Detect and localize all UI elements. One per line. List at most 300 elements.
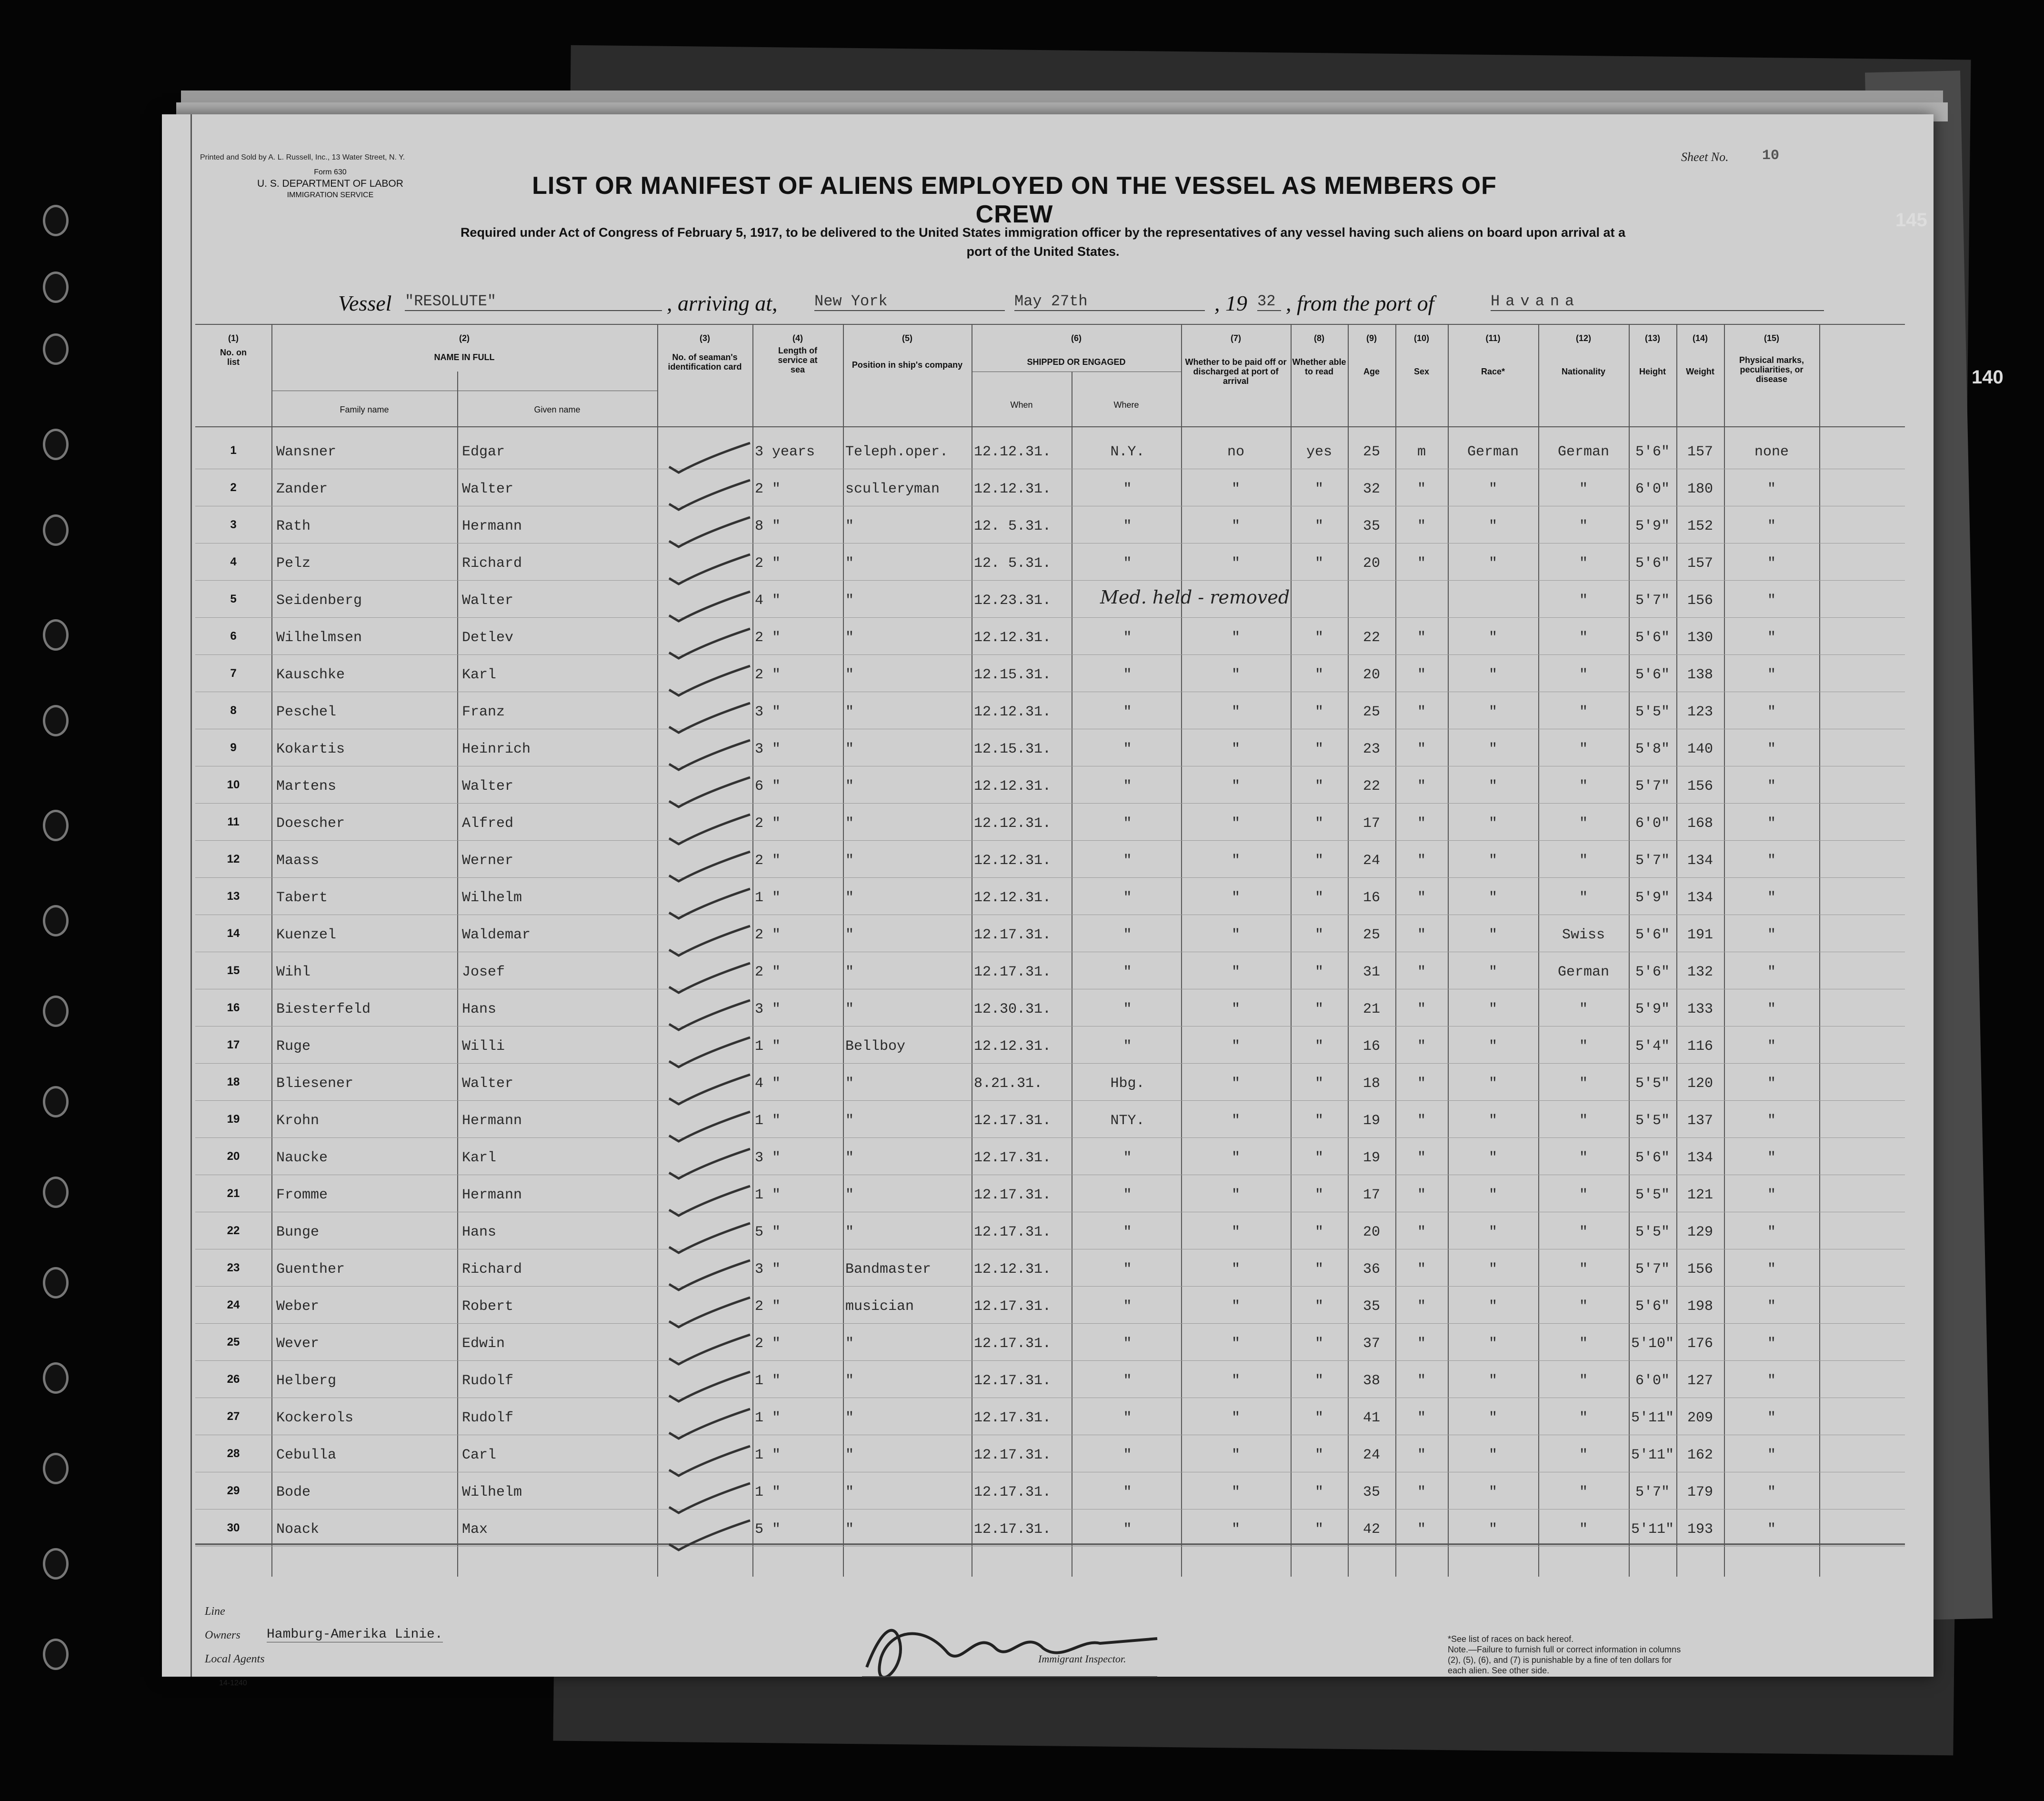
- cell-read: ": [1314, 1298, 1323, 1315]
- cell-paid: ": [1231, 1298, 1240, 1315]
- cell-when: 12.12.31.: [974, 778, 1052, 795]
- cell-where: ": [1123, 853, 1132, 869]
- row-rule: [195, 617, 1905, 618]
- vessel-name: "RESOLUTE": [405, 292, 662, 311]
- cell-paid: ": [1231, 1521, 1240, 1538]
- cell-nat: ": [1579, 815, 1588, 832]
- from-port: Havana: [1491, 292, 1824, 311]
- cell-sex: ": [1417, 1410, 1426, 1426]
- cell-height: 5'6": [1635, 667, 1670, 683]
- cell-read: ": [1314, 1484, 1323, 1500]
- cell-paid: ": [1231, 481, 1240, 497]
- cell-age: 41: [1363, 1410, 1380, 1426]
- cell-paid: ": [1231, 1001, 1240, 1017]
- cell-sex: ": [1417, 1150, 1426, 1166]
- cell-weight: 156: [1687, 778, 1713, 795]
- cell-read: ": [1314, 1150, 1323, 1166]
- cell-marks: ": [1767, 1373, 1776, 1389]
- cell-paid: ": [1231, 1447, 1240, 1463]
- cell-nat: ": [1579, 1113, 1588, 1129]
- cell-given: Rudolf: [462, 1410, 514, 1426]
- cell-when: 12.17.31.: [974, 1224, 1052, 1240]
- check-mark: [660, 1479, 755, 1521]
- cell-given: Edwin: [462, 1336, 505, 1352]
- cell-read: ": [1314, 555, 1323, 572]
- cell-position: ": [845, 1001, 854, 1017]
- cell-where: ": [1123, 927, 1132, 943]
- cell-marks: ": [1767, 1447, 1776, 1463]
- cell-race: ": [1488, 1224, 1497, 1240]
- form-number: Form 630: [314, 168, 347, 176]
- cell-paid: ": [1231, 1224, 1240, 1240]
- cell-given: Detlev: [462, 630, 514, 646]
- cell-weight: 127: [1687, 1373, 1713, 1389]
- cell-age: 17: [1363, 1187, 1380, 1203]
- cell-service: 2 ": [755, 481, 781, 497]
- cell-sex: ": [1417, 927, 1426, 943]
- cell-position: ": [845, 815, 854, 832]
- binding-hole: [43, 905, 69, 936]
- check-mark: [660, 1367, 755, 1410]
- cell-sex: m: [1417, 444, 1426, 460]
- cell-sex: ": [1417, 1336, 1426, 1352]
- cell-height: 6'0": [1635, 481, 1670, 497]
- cell-marks: ": [1767, 1038, 1776, 1055]
- check-mark: [660, 475, 755, 518]
- cell-height: 5'6": [1635, 964, 1670, 980]
- check-mark: [660, 1107, 755, 1150]
- col-header-family-name: Family name: [340, 405, 389, 414]
- col-num: (14): [1692, 333, 1708, 343]
- cell-no: 20: [227, 1150, 240, 1163]
- cell-race: ": [1488, 1484, 1497, 1500]
- cell-service: 3 ": [755, 741, 781, 757]
- cell-service: 3 ": [755, 704, 781, 720]
- cell-marks: none: [1754, 444, 1789, 460]
- cell-no: 26: [227, 1373, 240, 1386]
- cell-service: 2 ": [755, 964, 781, 980]
- cell-height: 5'7": [1635, 853, 1670, 869]
- cell-weight: 156: [1687, 1261, 1713, 1278]
- cell-where: ": [1123, 1224, 1132, 1240]
- cell-where: ": [1123, 1484, 1132, 1500]
- check-mark: [660, 513, 755, 555]
- cell-no: 3: [230, 518, 237, 531]
- cell-age: 25: [1363, 927, 1380, 943]
- cell-service: 1 ": [755, 1038, 781, 1055]
- cell-service: 3 ": [755, 1261, 781, 1278]
- cell-service: 2 ": [755, 1298, 781, 1315]
- cell-sex: ": [1417, 630, 1426, 646]
- col-header-given-name: Given name: [534, 405, 581, 414]
- cell-height: 5'9": [1635, 890, 1670, 906]
- binding-hole: [43, 1177, 69, 1208]
- cell-given: Richard: [462, 555, 522, 572]
- cell-when: 12.12.31.: [974, 704, 1052, 720]
- cell-when: 12.17.31.: [974, 1298, 1052, 1315]
- cell-read: ": [1314, 1447, 1323, 1463]
- cell-given: Wilhelm: [462, 890, 522, 906]
- cell-read: ": [1314, 1001, 1323, 1017]
- cell-weight: 162: [1687, 1447, 1713, 1463]
- cell-no: 13: [227, 890, 240, 903]
- cell-service: 5 ": [755, 1521, 781, 1538]
- binding-hole: [43, 810, 69, 841]
- cell-age: 16: [1363, 890, 1380, 906]
- binding-hole: [43, 272, 69, 303]
- cell-height: 5'9": [1635, 518, 1670, 534]
- check-mark: [660, 624, 755, 667]
- row-rule: [195, 1323, 1905, 1324]
- cell-where: ": [1123, 1410, 1132, 1426]
- cell-sex: ": [1417, 1447, 1426, 1463]
- cell-height: 5'5": [1635, 1076, 1670, 1092]
- cell-paid: ": [1231, 741, 1240, 757]
- col-label: Height: [1639, 367, 1666, 376]
- arrival-date: May 27th: [1014, 292, 1205, 311]
- cell-sex: ": [1417, 853, 1426, 869]
- binding-hole: [43, 619, 69, 651]
- table-bottom-border: [195, 1543, 1905, 1545]
- cell-when: 12.12.31.: [974, 1038, 1052, 1055]
- cell-service: 3 ": [755, 1001, 781, 1017]
- check-mark: [660, 587, 755, 630]
- cell-position: ": [845, 593, 854, 609]
- cell-family: Kockerols: [276, 1410, 354, 1426]
- cell-given: Karl: [462, 1150, 497, 1166]
- cell-given: Edgar: [462, 444, 505, 460]
- row-rule: [195, 1360, 1905, 1361]
- stamp-number: 145: [1895, 210, 1927, 231]
- cell-when: 12.12.31.: [974, 853, 1052, 869]
- cell-position: ": [845, 518, 854, 534]
- cell-service: 2 ": [755, 1336, 781, 1352]
- cell-race: ": [1488, 927, 1497, 943]
- cell-sex: ": [1417, 1298, 1426, 1315]
- cell-age: 21: [1363, 1001, 1380, 1017]
- footer-owners-label: Owners: [205, 1629, 240, 1641]
- check-mark: [660, 1070, 755, 1113]
- cell-marks: ": [1767, 1187, 1776, 1203]
- cell-weight: 132: [1687, 964, 1713, 980]
- footer-line-label: Line: [205, 1605, 225, 1618]
- cell-age: 19: [1363, 1113, 1380, 1129]
- cell-read: ": [1314, 927, 1323, 943]
- cell-given: Rudolf: [462, 1373, 514, 1389]
- cell-race: ": [1488, 1113, 1497, 1129]
- binding-hole: [43, 1362, 69, 1394]
- cell-where: N.Y.: [1110, 444, 1145, 460]
- cell-service: 3 ": [755, 1150, 781, 1166]
- cell-marks: ": [1767, 1076, 1776, 1092]
- cell-service: 1 ": [755, 1187, 781, 1203]
- col-header-no: [195, 333, 271, 367]
- cell-given: Heinrich: [462, 741, 531, 757]
- cell-no: 17: [227, 1038, 240, 1051]
- cell-sex: ": [1417, 964, 1426, 980]
- cell-weight: 134: [1687, 853, 1713, 869]
- cell-marks: ": [1767, 1410, 1776, 1426]
- cell-race: ": [1488, 1336, 1497, 1352]
- cell-age: 22: [1363, 630, 1380, 646]
- cell-marks: ": [1767, 704, 1776, 720]
- subtitle-line-2: port of the United States.: [966, 244, 1120, 259]
- cell-age: 35: [1363, 1484, 1380, 1500]
- cell-height: 5'6": [1635, 444, 1670, 460]
- cell-when: 12.17.31.: [974, 1484, 1052, 1500]
- cell-weight: 133: [1687, 1001, 1713, 1017]
- cell-paid: ": [1231, 1187, 1240, 1203]
- cell-height: 5'7": [1635, 593, 1670, 609]
- cell-height: 5'5": [1635, 1224, 1670, 1240]
- cell-weight: 157: [1687, 555, 1713, 572]
- handwritten-annotation: Med. held - removed: [1100, 587, 1290, 608]
- cell-position: ": [845, 1484, 854, 1500]
- col-num: (10): [1413, 333, 1429, 343]
- cell-height: 5'11": [1631, 1410, 1674, 1426]
- cell-race: ": [1488, 667, 1497, 683]
- cell-given: Franz: [462, 704, 505, 720]
- row-rule: [195, 580, 1905, 581]
- footnote-penalty: Note.—Failure to furnish full or correct information in columns (2), (5), (6), and (7) is punishable by a fine of ten dollars for each alien. See other side.: [1448, 1645, 1681, 1675]
- cell-no: 19: [227, 1113, 240, 1126]
- cell-service: 4 ": [755, 593, 781, 609]
- col-num: (6): [1071, 333, 1082, 343]
- cell-family: Bliesener: [276, 1076, 354, 1092]
- cell-sex: ": [1417, 890, 1426, 906]
- cell-paid: ": [1231, 1261, 1240, 1278]
- cell-marks: ": [1767, 667, 1776, 683]
- cell-read: ": [1314, 1187, 1323, 1203]
- cell-age: 32: [1363, 481, 1380, 497]
- cell-where: ": [1123, 964, 1132, 980]
- cell-when: 12.12.31.: [974, 481, 1052, 497]
- cell-given: Hermann: [462, 1113, 522, 1129]
- cell-age: 24: [1363, 1447, 1380, 1463]
- cell-nat: ": [1579, 1447, 1588, 1463]
- cell-service: 2 ": [755, 853, 781, 869]
- cell-when: 12. 5.31.: [974, 555, 1052, 572]
- cell-when: 12.17.31.: [974, 1521, 1052, 1538]
- col-label: SHIPPED OR ENGAGED: [1027, 357, 1126, 367]
- cell-position: ": [845, 667, 854, 683]
- cell-race: ": [1488, 630, 1497, 646]
- cell-where: ": [1123, 741, 1132, 757]
- cell-when: 12.12.31.: [974, 1261, 1052, 1278]
- cell-given: Hans: [462, 1224, 497, 1240]
- cell-family: Helberg: [276, 1373, 337, 1389]
- cell-no: 23: [227, 1261, 240, 1274]
- cell-weight: 134: [1687, 1150, 1713, 1166]
- binding-hole: [43, 996, 69, 1027]
- col-num: (3): [700, 333, 710, 343]
- cell-read: ": [1314, 481, 1323, 497]
- cell-age: 24: [1363, 853, 1380, 869]
- check-mark: [660, 958, 755, 1001]
- cell-service: 1 ": [755, 1447, 781, 1463]
- cell-race: ": [1488, 1410, 1497, 1426]
- cell-given: Max: [462, 1521, 488, 1538]
- binding-hole: [43, 205, 69, 236]
- col-label: Physical marks, peculiarities, or disease: [1739, 355, 1804, 384]
- col-header-race: [1448, 333, 1538, 376]
- cell-height: 5'9": [1635, 1001, 1670, 1017]
- check-mark: [660, 550, 755, 593]
- page-title: LIST OR MANIFEST OF ALIENS EMPLOYED ON THE VESSEL AS MEMBERS OF CREW: [532, 172, 1497, 228]
- check-mark: [660, 661, 755, 704]
- col-num: (15): [1763, 333, 1779, 343]
- cell-paid: ": [1231, 1150, 1240, 1166]
- cell-race: ": [1488, 964, 1497, 980]
- cell-no: 21: [227, 1187, 240, 1200]
- cell-height: 5'5": [1635, 1113, 1670, 1129]
- cell-nat: ": [1579, 593, 1588, 609]
- check-mark: [660, 1441, 755, 1484]
- cell-weight: 168: [1687, 815, 1713, 832]
- check-mark: [660, 884, 755, 927]
- cell-position: ": [845, 555, 854, 572]
- cell-position: ": [845, 1224, 854, 1240]
- cell-read: ": [1314, 1410, 1323, 1426]
- cell-race: ": [1488, 1521, 1497, 1538]
- cell-marks: ": [1767, 1001, 1776, 1017]
- cell-service: 5 ": [755, 1224, 781, 1240]
- cell-no: 14: [227, 927, 240, 940]
- cell-no: 7: [230, 667, 237, 680]
- cell-height: 5'6": [1635, 1298, 1670, 1315]
- arriving-label: , arriving at,: [667, 291, 778, 315]
- cell-family: Kauschke: [276, 667, 345, 683]
- cell-age: 23: [1363, 741, 1380, 757]
- col-divider: [843, 324, 844, 1577]
- cell-no: 24: [227, 1298, 240, 1311]
- cell-when: 12.12.31.: [974, 444, 1052, 460]
- cell-paid: ": [1231, 853, 1240, 869]
- cell-no: 4: [230, 555, 237, 568]
- col-label: No. on list: [220, 348, 247, 367]
- cell-paid: ": [1231, 630, 1240, 646]
- cell-when: 12.17.31.: [974, 1336, 1052, 1352]
- cell-age: 38: [1363, 1373, 1380, 1389]
- cell-paid: ": [1231, 1484, 1240, 1500]
- check-mark: [660, 1330, 755, 1373]
- cell-read: ": [1314, 815, 1323, 832]
- cell-race: ": [1488, 1150, 1497, 1166]
- service-name: IMMIGRATION SERVICE: [287, 191, 374, 199]
- cell-where: ": [1123, 1447, 1132, 1463]
- cell-given: Alfred: [462, 815, 514, 832]
- cell-when: 8.21.31.: [974, 1076, 1043, 1092]
- cell-nat: ": [1579, 630, 1588, 646]
- cell-marks: ": [1767, 1521, 1776, 1538]
- check-mark: [660, 1256, 755, 1298]
- col-num: (2): [459, 333, 470, 343]
- row-rule: [195, 1100, 1905, 1101]
- cell-height: 6'0": [1635, 815, 1670, 832]
- cell-position: ": [845, 778, 854, 795]
- cell-marks: ": [1767, 1298, 1776, 1315]
- sheet-number-value: 10: [1762, 148, 1780, 164]
- cell-height: 5'7": [1635, 1261, 1670, 1278]
- cell-service: 1 ": [755, 890, 781, 906]
- cell-marks: ": [1767, 630, 1776, 646]
- check-mark: [660, 438, 755, 481]
- row-rule: [195, 1137, 1905, 1138]
- cell-nat: ": [1579, 1261, 1588, 1278]
- cell-age: 35: [1363, 518, 1380, 534]
- sheet-number-label: Sheet No.: [1681, 150, 1729, 164]
- subtitle-line-1: Required under Act of Congress of February 5, 1917, to be delivered to the United States immigration officer by the representatives of any vessel having such aliens on board upon arrival at a: [460, 225, 1626, 240]
- cell-given: Willi: [462, 1038, 505, 1055]
- binding-hole: [43, 514, 69, 546]
- check-mark: [660, 698, 755, 741]
- cell-sex: ": [1417, 481, 1426, 497]
- cell-age: 17: [1363, 815, 1380, 832]
- cell-family: Weber: [276, 1298, 320, 1315]
- cell-sex: ": [1417, 667, 1426, 683]
- check-mark: [660, 1144, 755, 1187]
- arriving-port: New York: [814, 292, 1005, 311]
- cell-race: ": [1488, 815, 1497, 832]
- cell-where: ": [1123, 704, 1132, 720]
- row-rule: [195, 877, 1905, 878]
- cell-when: 12.15.31.: [974, 667, 1052, 683]
- col-label: Weight: [1686, 367, 1714, 376]
- col-label: Nationality: [1561, 367, 1605, 376]
- col-num: (11): [1485, 333, 1501, 343]
- cell-read: ": [1314, 1336, 1323, 1352]
- cell-race: ": [1488, 853, 1497, 869]
- cell-family: Fromme: [276, 1187, 328, 1203]
- cell-position: Bandmaster: [845, 1261, 932, 1278]
- cell-position: ": [845, 1336, 854, 1352]
- cell-no: 16: [227, 1001, 240, 1014]
- cell-family: Guenther: [276, 1261, 345, 1278]
- col-header-shipped: [972, 333, 1181, 367]
- col-header-when: When: [1010, 400, 1033, 410]
- cell-nat: ": [1579, 1150, 1588, 1166]
- cell-where: ": [1123, 667, 1132, 683]
- cell-given: Josef: [462, 964, 505, 980]
- cell-age: 37: [1363, 1336, 1380, 1352]
- cell-paid: ": [1231, 964, 1240, 980]
- cell-race: ": [1488, 1076, 1497, 1092]
- cell-where: ": [1123, 481, 1132, 497]
- cell-position: ": [845, 741, 854, 757]
- cell-nat: ": [1579, 1336, 1588, 1352]
- department-name: U. S. DEPARTMENT OF LABOR: [257, 178, 403, 189]
- year-value: 32: [1257, 292, 1281, 311]
- cell-nat: ": [1579, 1484, 1588, 1500]
- cell-no: 10: [227, 778, 240, 791]
- col-num: (12): [1575, 333, 1591, 343]
- cell-weight: 193: [1687, 1521, 1713, 1538]
- cell-given: Walter: [462, 593, 514, 609]
- cell-service: 2 ": [755, 667, 781, 683]
- cell-no: 18: [227, 1076, 240, 1088]
- cell-family: Bode: [276, 1484, 311, 1500]
- cell-given: Robert: [462, 1298, 514, 1315]
- binding-hole: [43, 705, 69, 736]
- vessel-line: [338, 291, 1934, 319]
- cell-where: ": [1123, 1150, 1132, 1166]
- cell-paid: ": [1231, 1076, 1240, 1092]
- cell-age: 19: [1363, 1150, 1380, 1166]
- cell-family: Krohn: [276, 1113, 320, 1129]
- cell-marks: ": [1767, 853, 1776, 869]
- cell-weight: 198: [1687, 1298, 1713, 1315]
- col-num: (7): [1231, 333, 1241, 343]
